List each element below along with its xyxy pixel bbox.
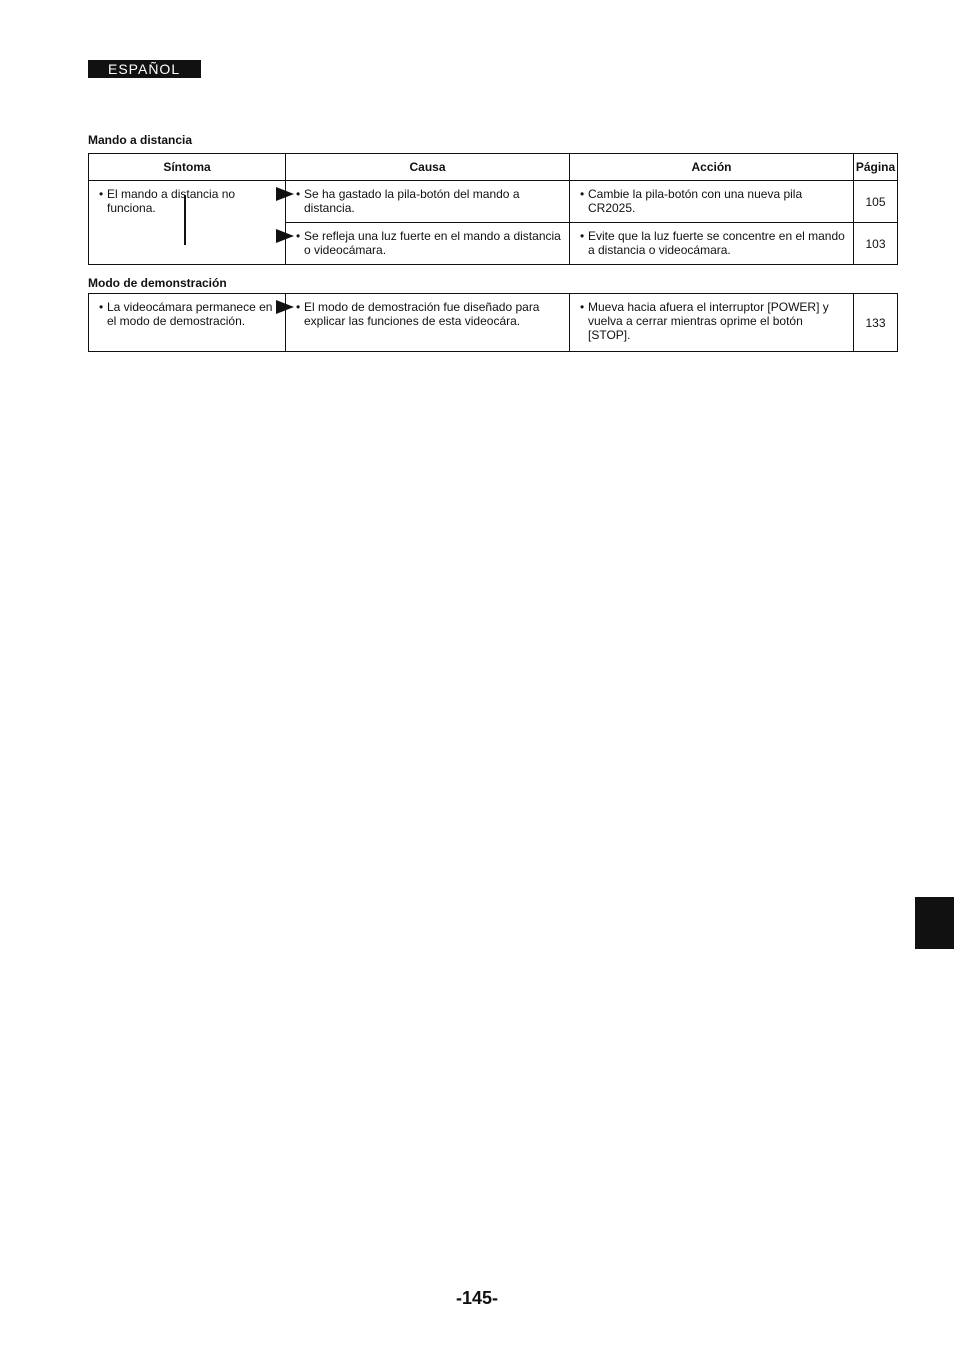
section-title-remote: Mando a distancia xyxy=(88,133,193,147)
symptom-text: El mando a distancia no funciona. xyxy=(107,187,236,215)
language-tab: ESPAÑOL xyxy=(88,60,201,78)
arrow-right-icon xyxy=(276,229,294,243)
action-cell: • Evite que la luz fuerte se concentre en el mando a distancia o videocámara. xyxy=(570,223,854,265)
page-cell: 103 xyxy=(854,223,898,265)
page-cell: 133 xyxy=(854,294,898,352)
table-row xyxy=(89,181,898,223)
page-number: -145- xyxy=(455,1288,499,1308)
cause-cell: • Se ha gastado la pila-botón del mando a distancia. xyxy=(286,181,570,223)
cause-cell: • Se refleja una luz fuerte en el mando a distancia o videocámara. xyxy=(286,223,570,265)
action-cell: • Cambie la pila-botón con una nueva pila CR2025. xyxy=(570,181,854,223)
header-action: Acción xyxy=(570,154,854,181)
side-index-tab xyxy=(915,897,954,949)
header-cause: Causa xyxy=(286,154,570,181)
symptom-cell: • La videocámara permanece en el modo de demostración. xyxy=(89,294,286,352)
cause-text: Se ha gastado la pila-botón del mando a distancia. xyxy=(304,187,520,215)
cause-text: Se refleja una luz fuerte en el mando a distancia o videocámara. xyxy=(304,229,561,257)
symptom-cell: • El mando a distancia no funciona. xyxy=(89,181,286,265)
bracket-connector xyxy=(184,195,198,245)
header-page: Página xyxy=(854,154,898,181)
arrow-right-icon xyxy=(276,187,294,201)
symptom-text: La videocámara permanece en el modo de demostración. xyxy=(107,300,273,328)
remote-troubleshooting-table xyxy=(88,153,898,265)
page-cell: 105 xyxy=(854,181,898,223)
arrow-right-icon xyxy=(276,300,294,314)
action-cell: • Mueva hacia afuera el interruptor [POWER] y vuelva a cerrar mientras oprime el botón [STOP]. xyxy=(570,294,854,352)
cause-cell: • El modo de demostración fue diseñado para explicar las funciones de esta videocára. xyxy=(286,294,570,352)
action-text: Evite que la luz fuerte se concentre en el mando a distancia o videocámara. xyxy=(588,229,845,257)
action-text: Cambie la pila-botón con una nueva pila CR2025. xyxy=(588,187,803,215)
action-text: Mueva hacia afuera el interruptor [POWER] y vuelva a cerrar mientras oprime el botón [STOP]. xyxy=(588,300,829,342)
demo-troubleshooting-table xyxy=(88,293,898,352)
header-symptom: Síntoma xyxy=(89,154,286,181)
cause-text: El modo de demostración fue diseñado para explicar las funciones de esta videocára. xyxy=(304,300,540,328)
table-header-row xyxy=(89,154,898,181)
section-title-demo: Modo de demonstración xyxy=(88,276,227,290)
table-row xyxy=(89,294,898,352)
